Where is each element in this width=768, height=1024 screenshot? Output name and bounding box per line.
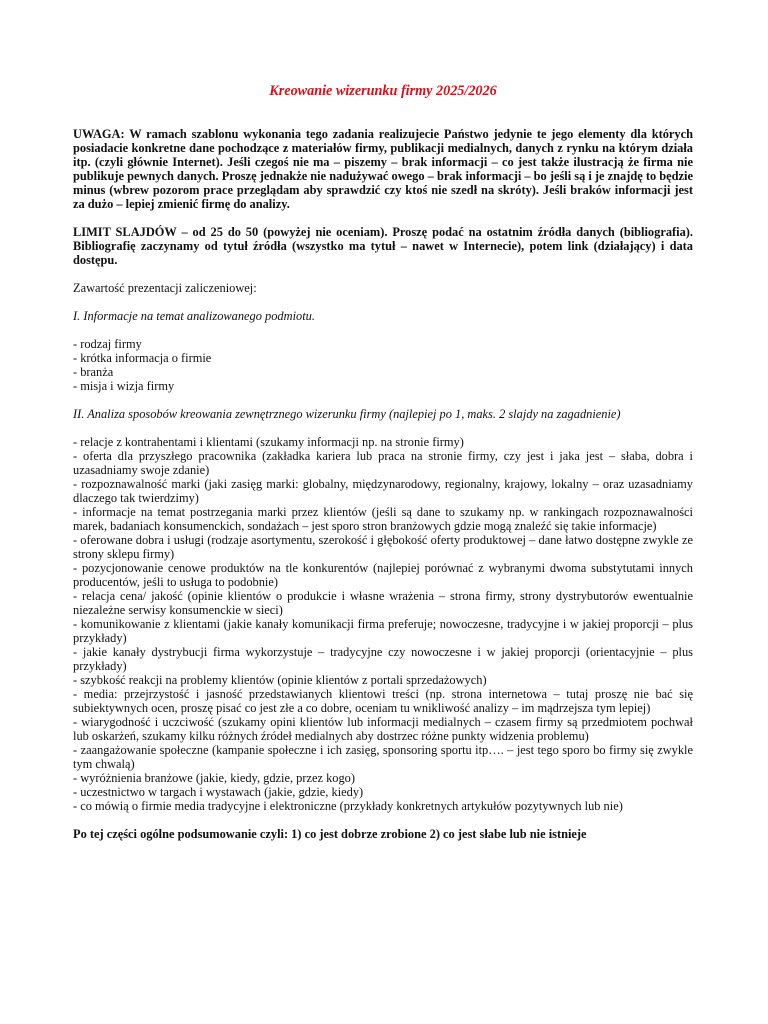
list-item: - wyróżnienia branżowe (jakie, kiedy, gdzie, przez kogo) (73, 771, 355, 785)
list-item: - krótka informacja o firmie (73, 351, 212, 365)
list-item: - informacje na temat postrzegania marki przez klientów (jeśli są dane to szukamy np. w rankingach rozpoznawalności marek, badaniach konsumenckich, sondażach – jest sporo stron branżowych gdzie mogą znaleźć się takie informacje) (73, 505, 693, 533)
spacer (73, 211, 693, 225)
list-item: - co mówią o firmie media tradycyjne i elektroniczne (przykłady konkretnych artykułów pozytywnych lub nie) (73, 799, 623, 813)
list-item: - misja i wizja firmy (73, 379, 175, 393)
contents-label: Zawartość prezentacji zaliczeniowej: (73, 281, 257, 295)
section-2-list (73, 435, 693, 813)
list-item: - relacje z kontrahentami i klientami (szukamy informacji np. na stronie firmy) (73, 435, 464, 449)
list-item: - zaangażowanie społeczne (kampanie społeczne i ich zasięg, sponsoring sportu itp…. – jest tego sporo bo firmy się zwykle tym chwalą) (73, 743, 693, 771)
list-item: - pozycjonowanie cenowe produktów na tle konkurentów (najlepiej porównać z wybranymi dwoma substytutami innych producentów, jeśli to usługa to podobnie) (73, 561, 693, 589)
document-title: Kreowanie wizerunku firmy 2025/2026 (269, 83, 497, 99)
spacer (73, 393, 693, 407)
list-item: - relacja cena/ jakość (opinie klientów o produkcie i własne wrażenia – strona firmy, strony dystrybutorów ewentualnie niezależne serwisy konsumenckie w sieci) (73, 589, 693, 617)
list-item: - rozpoznawalność marki (jaki zasięg marki: globalny, międzynarodowy, regionalny, krajowy, lokalny – oraz uzasadniamy dlaczego tak twierdzimy) (73, 477, 693, 505)
spacer (73, 323, 693, 337)
list-item: - oferta dla przyszłego pracownika (zakładka kariera lub praca na stronie firmy, czy jest i jaka jest – słaba, dobra i uzasadniamy swoje zdanie) (73, 449, 693, 477)
warning-paragraph: UWAGA: W ramach szablonu wykonania tego zadania realizujecie Państwo jedynie te jego elementy dla których posiadacie konkretne dane pochodzące z materiałów firmy, publikacji medialnych, danych z rynku na którym działa itp. (czyli głównie Internet). Jeśli czegoś nie ma – piszemy – brak informacji – co jest także ilustracją że firma nie publikuje pewnych danych. Proszę jednakże nie nadużywać owego – brak informacji – bo jeśli są i je znajdę to będzie minus (wbrew pozorom prace przeglądam aby sprawdzić czy ktoś nie szedł na skróty). Jeśli braków informacji jest za dużo – lepiej zmienić firmę do analizy. (73, 127, 693, 211)
list-item: - jakie kanały dystrybucji firma wykorzystuje – tradycyjne czy nowoczesne i w jakiej proporcji (orientacyjnie – plus przykłady) (73, 645, 693, 673)
spacer (73, 267, 693, 281)
spacer (73, 813, 693, 827)
section-1-list (73, 337, 693, 393)
list-item: - rodzaj firmy (73, 337, 142, 351)
list-item: - wiarygodność i uczciwość (szukamy opini klientów lub informacji medialnych – czasem firmy są przedmiotem pochwał lub oskarżeń, szukamy kilku różnych źródeł medialnych aby dostrzec różne punkty widzenia problemu) (73, 715, 693, 743)
list-item: - uczestnictwo w targach i wystawach (jakie, gdzie, kiedy) (73, 785, 364, 799)
summary-paragraph: Po tej części ogólne podsumowanie czyli: 1) co jest dobrze zrobione 2) co jest słabe lub nie istnieje (73, 827, 587, 841)
section-2-heading: II. Analiza sposobów kreowania zewnętrznego wizerunku firmy (najlepiej po 1, maks. 2 slajdy na zagadnienie) (73, 407, 621, 421)
slide-limit-paragraph: LIMIT SLAJDÓW – od 25 do 50 (powyżej nie oceniam). Proszę podać na ostatnim źródła danych (bibliografia). Bibliografię zaczynamy od tytuł źródła (wszystko ma tytuł – nawet w Internecie), potem link (działający) i data dostępu. (73, 225, 693, 267)
list-item: - oferowane dobra i usługi (rodzaje asortymentu, szerokość i głębokość oferty produktowej – dane łatwo dostępne zwykle ze strony sklepu firmy) (73, 533, 693, 561)
list-item: - branża (73, 365, 114, 379)
spacer (73, 421, 693, 435)
list-item: - komunikowanie z klientami (jakie kanały komunikacji firma preferuje; nowoczesne, tradycyjne i w jakiej proporcji – plus przykłady) (73, 617, 693, 645)
spacer (73, 295, 693, 309)
section-1-heading: I. Informacje na temat analizowanego podmiotu. (73, 309, 315, 323)
list-item: - szybkość reakcji na problemy klientów (opinie klientów z portali sprzedażowych) (73, 673, 487, 687)
list-item: - media: przejrzystość i jasność przedstawianych klientowi treści (np. strona internetowa – tutaj proszę nie bać się subiektywnych ocen, proszę pisać co jest złe a co dobre, oceniam tu wnikliwość analizy – im mądrzejsza tym lepiej) (73, 687, 693, 715)
